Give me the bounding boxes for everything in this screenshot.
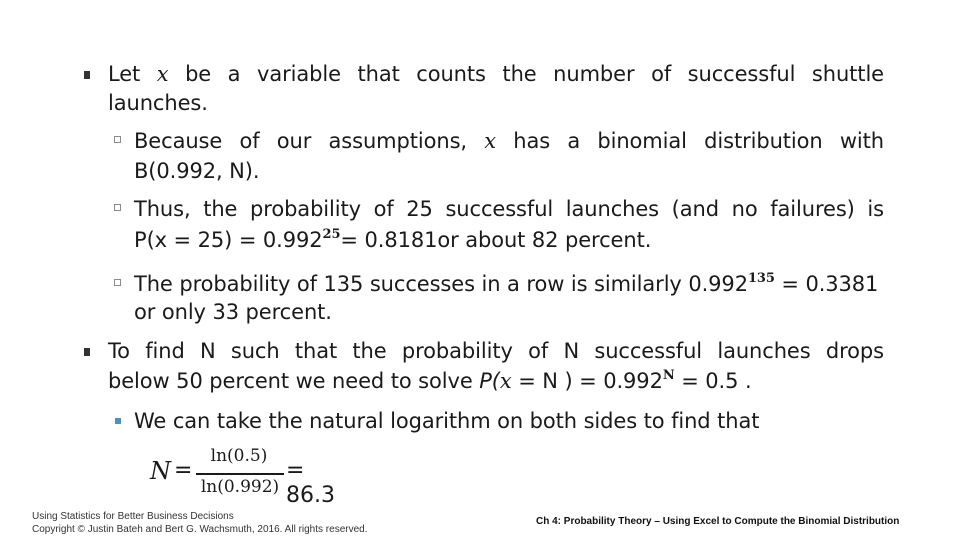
bullet-square-icon (84, 71, 90, 79)
footer-book-title: Using Statistics for Better Business Decisions (32, 511, 234, 522)
footer-copyright-line: Copyright © Justin Bateh and Bert G. Wachsmuth, 2016. All rights reserved. (32, 524, 368, 535)
text: = N ) = 0.992 (511, 369, 663, 393)
bullet-2-line-2 (108, 366, 752, 396)
sub-bullet-blue-icon (115, 418, 121, 424)
formula-equals: = (174, 458, 193, 483)
variable-x: x (156, 62, 169, 86)
text: = 0.5 . (674, 369, 752, 393)
text: = 0.3381 (774, 272, 879, 296)
sub-bullet-3-line-2: or only 33 percent. (134, 300, 332, 324)
formula-numerator: ln(0.5) (210, 446, 268, 466)
formula-denominator: ln(0.992) (200, 477, 280, 497)
text: below 50 percent we need to solve (108, 369, 480, 393)
sub-bullet-hollow-icon (114, 279, 121, 286)
sub-bullet-3-line-1 (134, 269, 878, 299)
text: P(x = 25) = 0.992 (134, 228, 323, 252)
text: P( (479, 369, 500, 393)
text: = 0.8181or about 82 percent. (340, 228, 652, 252)
sub-bullet-1-line-2: B(0.992, N). (134, 159, 260, 183)
text: Let (108, 62, 141, 86)
text: Because of our assumptions, (134, 129, 467, 153)
variable-x: x (499, 369, 512, 393)
sub-bullet-1-line-1 (134, 126, 884, 156)
sub-bullet-hollow-icon (114, 136, 121, 143)
fraction-bar (196, 473, 284, 475)
bullet-1-line-1 (108, 59, 884, 89)
sub-bullet-hollow-icon (114, 204, 121, 211)
bullet-square-icon (84, 348, 90, 356)
variable-x: x (484, 129, 497, 153)
bullet-1-line-2: launches. (108, 91, 208, 115)
exponent: 25 (322, 227, 341, 242)
sub-bullet-4-line-1: We can take the natural logarithm on both sides to find that (134, 409, 760, 433)
formula-rhs: = 86.3 (286, 458, 335, 508)
exponent: N (662, 368, 675, 383)
formula-lhs: N (150, 457, 171, 485)
footer-copyright (32, 510, 368, 536)
sub-bullet-2-line-2 (134, 225, 651, 255)
bullet-2-line-1: To find N such that the probability of N successful launches drops (108, 339, 884, 363)
sub-bullet-2-line-1: Thus, the probability of 25 successful launches (and no failures) is (134, 197, 884, 221)
text: The probability of 135 successes in a row is similarly 0.992 (134, 272, 748, 296)
exponent: 135 (747, 271, 775, 286)
footer-chapter-title: Ch 4: Probability Theory – Using Excel to Compute the Binomial Distribution (536, 516, 900, 527)
text: be a variable that counts the number of successful shuttle (185, 62, 884, 86)
text: has a binomial distribution with (513, 129, 885, 153)
